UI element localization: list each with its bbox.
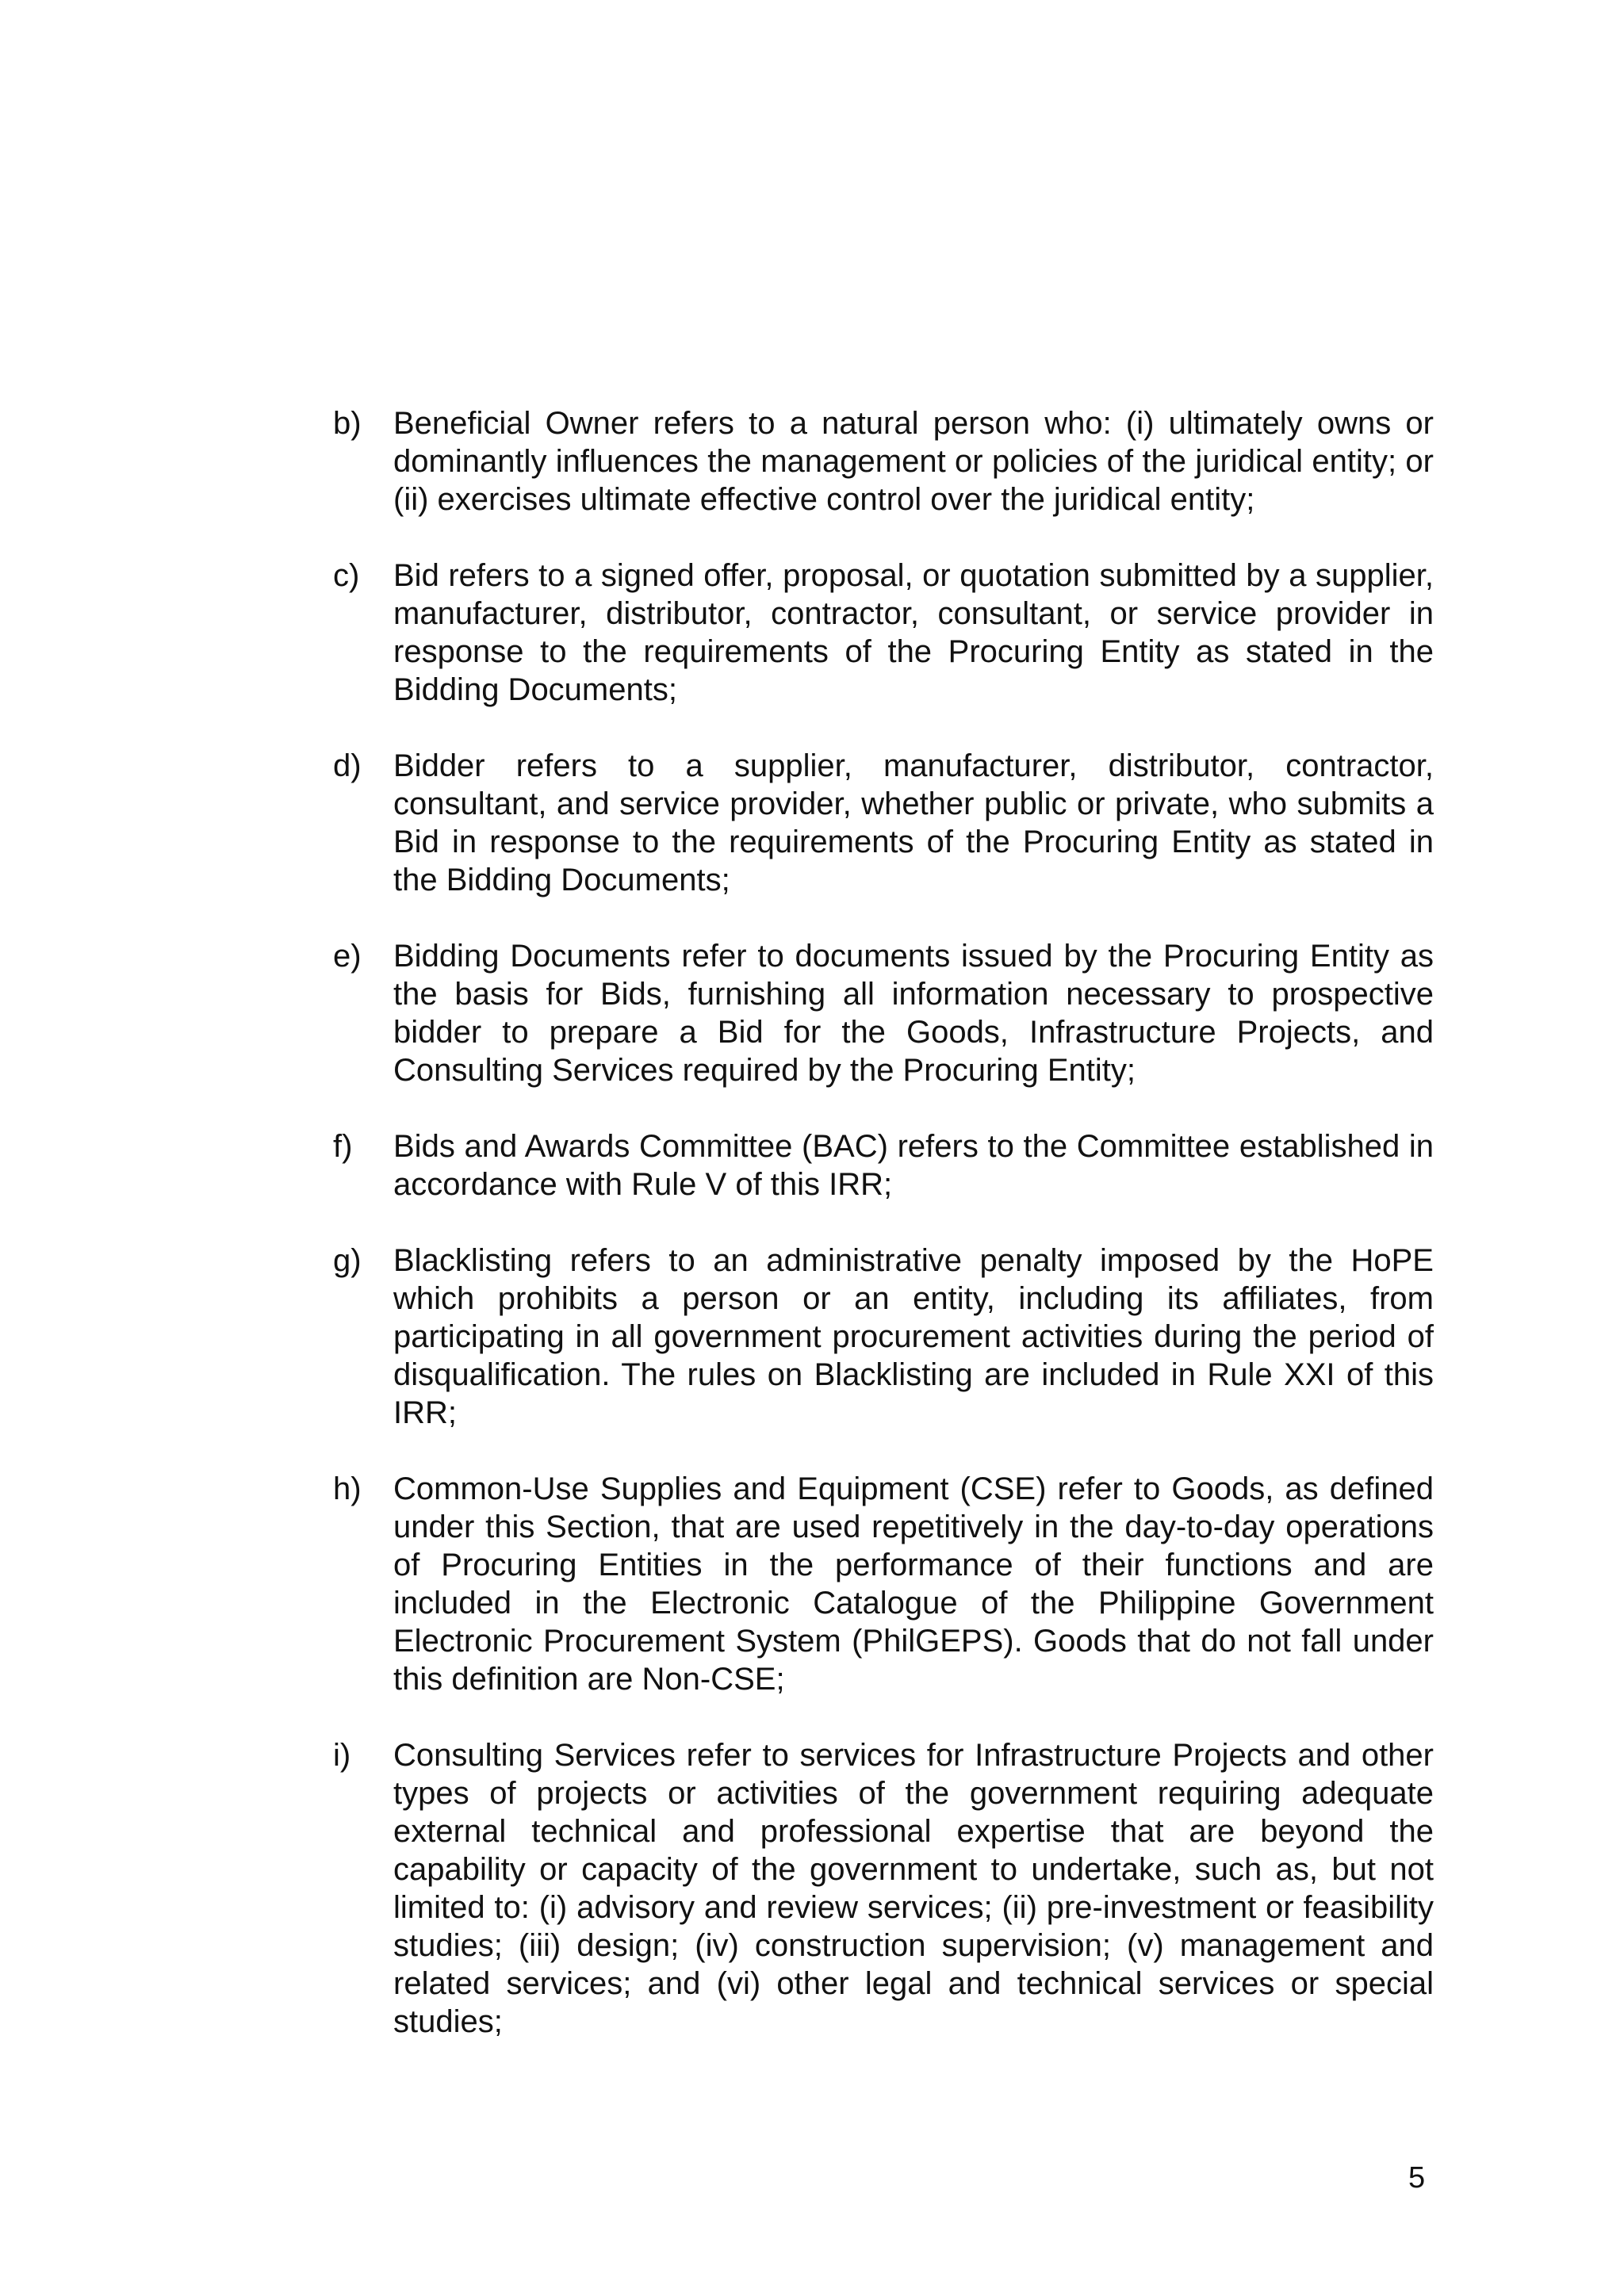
- definition-item: [333, 404, 1434, 519]
- definition-text: Blacklisting refers to an administrative penalty imposed by the HoPE which prohibits a person or an entity, including its affiliates, from participating in all government procurement activities during the period of disqualification. The rules on Blacklisting are included in Rule XXI of this IRR;: [393, 1243, 1434, 1430]
- definition-text: Common-Use Supplies and Equipment (CSE) refer to Goods, as defined under this Section, that are used repetitively in the day-to-day operations of Procuring Entities in the performance of their functions and are included in the Electronic Catalogue of the Philippine Government Electronic Procurement System (PhilGEPS). Goods that do not fall under this definition are Non-CSE;: [393, 1471, 1434, 1697]
- definition-marker: e): [333, 939, 362, 974]
- definition-text: Bid refers to a signed offer, proposal, or quotation submitted by a supplier, manufacturer, distributor, contractor, consultant, or service provider in response to the requirements of the Procuring Entity as stated in the Bidding Documents;: [393, 558, 1434, 707]
- definition-item: [333, 1127, 1434, 1203]
- definition-item: [333, 937, 1434, 1089]
- definition-item: [333, 1470, 1434, 1698]
- definition-item: [333, 747, 1434, 899]
- definition-item: [333, 1242, 1434, 1432]
- definition-text: Bidder refers to a supplier, manufacturer, distributor, contractor, consultant, and service provider, whether public or private, who submits a Bid in response to the requirements of the Procuring Entity as stated in the Bidding Documents;: [393, 748, 1434, 897]
- definition-marker: h): [333, 1471, 362, 1506]
- definition-text: Bidding Documents refer to documents issued by the Procuring Entity as the basis for Bids, furnishing all information necessary to prospective bidder to prepare a Bid for the Goods, Infrastructure Projects, and Consulting Services required by the Procuring Entity;: [393, 939, 1434, 1088]
- definition-marker: f): [333, 1129, 353, 1164]
- definitions-list: [333, 404, 1434, 2079]
- page-number: 5: [1408, 2161, 1426, 2195]
- definition-text: Bids and Awards Committee (BAC) refers to the Committee established in accordance with Rule V of this IRR;: [393, 1129, 1434, 1202]
- definition-marker: i): [333, 1738, 351, 1773]
- definition-text: Beneficial Owner refers to a natural person who: (i) ultimately owns or dominantly influences the management or policies of the juridical entity; or (ii) exercises ultimate effective control over the juridical entity;: [393, 406, 1434, 517]
- definition-text: Consulting Services refer to services for Infrastructure Projects and other types of projects or activities of the government requiring adequate external technical and professional expertise that are beyond the capability or capacity of the government to undertake, such as, but not limited to: (i) advisory and review services; (ii) pre-investment or feasibility studies; (iii) design; (iv) construction supervision; (v) management and related services; and (vi) other legal and technical services or special studies;: [393, 1738, 1434, 2039]
- definition-marker: b): [333, 406, 362, 441]
- definition-marker: c): [333, 558, 360, 593]
- definition-item: [333, 1736, 1434, 2041]
- definition-marker: d): [333, 748, 362, 783]
- definition-item: [333, 557, 1434, 709]
- definition-marker: g): [333, 1243, 362, 1278]
